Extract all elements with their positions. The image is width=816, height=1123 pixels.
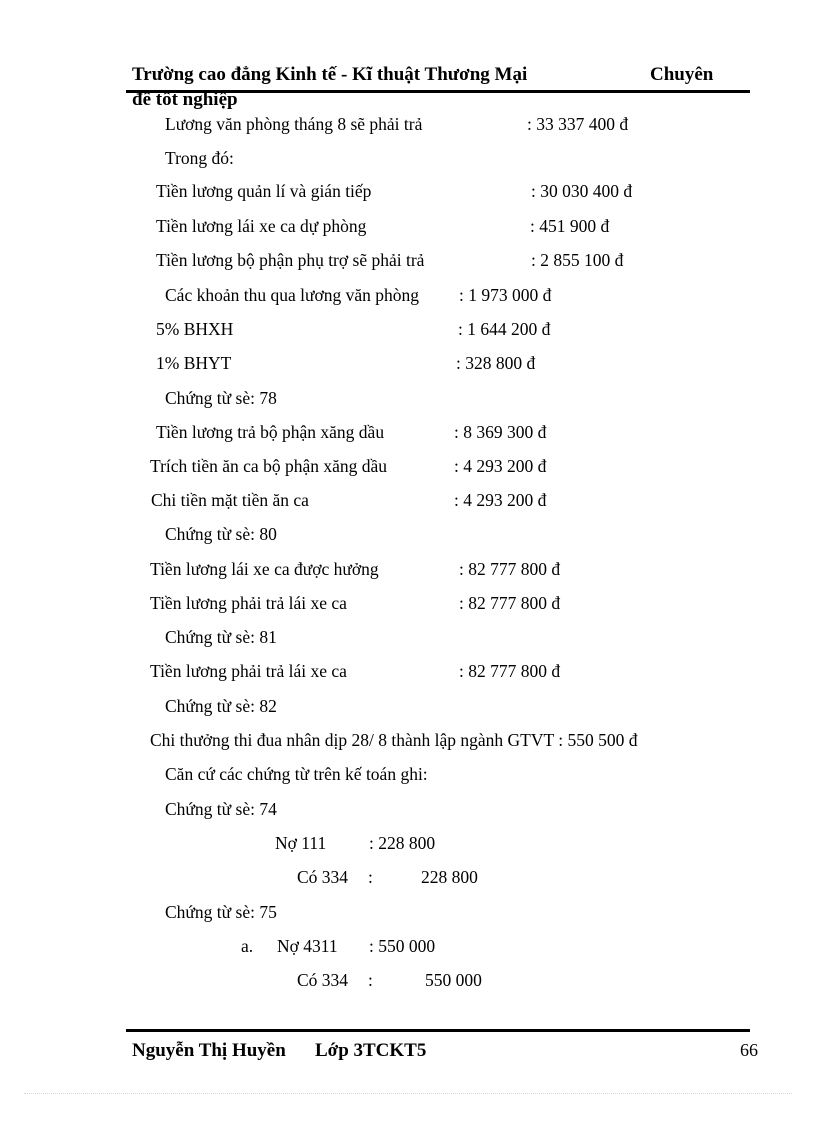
line-value: : 4 293 200 đ [454,490,547,510]
line-value: : 82 777 800 đ [459,593,561,613]
line-label: Chứng từ sè: 74 [165,799,277,819]
page-number: 66 [740,1040,758,1060]
line-label: Tiền lương lái xe ca dự phòng [156,216,367,236]
line-value: : 82 777 800 đ [459,559,561,579]
line-value: : 1 644 200 đ [458,319,551,339]
line-label: Tiền lương trả bộ phận xăng dầu [156,422,385,442]
line-label: 5% BHXH [156,319,234,339]
line-label: Lương văn phòng tháng 8 sẽ phải trả [165,114,423,134]
line-value: : 4 293 200 đ [454,456,547,476]
header-title-cont: đề tốt nghiệp [132,89,238,110]
account-label: Nợ 4311 [277,936,338,956]
line-label: Chứng từ sè: 75 [165,902,277,922]
line-label: Tiền lương quản lí và gián tiếp [156,181,372,201]
line-label: Chứng từ sè: 81 [165,627,277,647]
line-label: Tiền lương phải trả lái xe ca [150,593,347,613]
line-label: Các khoản thu qua lương văn phòng [165,285,419,305]
line-label: Chứng từ sè: 80 [165,524,277,544]
line-label: Tiền lương lái xe ca được hưởng [150,559,379,579]
line-value: : 82 777 800 đ [459,661,561,681]
account-label: Nợ 111 [275,833,327,853]
line-value: : 30 030 400 đ [531,181,633,201]
line-value: : 8 369 300 đ [454,422,547,442]
line-label: Căn cứ các chứng từ trên kế toán ghi: [165,764,428,784]
list-marker: a. [241,936,254,956]
account-amount: 228 800 [421,867,478,887]
line-value: : 1 973 000 đ [459,285,552,305]
account-label: Có 334 [297,970,349,990]
line-label: Chi tiền mặt tiền ăn ca [151,490,309,510]
footer-rule [126,1029,750,1032]
account-colon: : [368,867,373,887]
line-label: Tiền lương bộ phận phụ trợ sẽ phải trả [156,250,425,270]
footer-class: Lớp 3TCKT5 [315,1040,427,1061]
line-label: Trích tiền ăn ca bộ phận xăng dầu [150,456,388,476]
account-amount: : 228 800 [369,833,436,853]
account-amount: : 550 000 [369,936,436,956]
header-school-name: Trường cao đẳng Kinh tế - Kĩ thuật Thương Mại [132,64,528,85]
account-label: Có 334 [297,867,349,887]
line-label: Tiền lương phải trả lái xe ca [150,661,347,681]
account-colon: : [368,970,373,990]
account-amount: 550 000 [425,970,482,990]
footer-author: Nguyễn Thị Huyền [132,1040,286,1061]
line-value: : 2 855 100 đ [531,250,624,270]
line-value: : 33 337 400 đ [527,114,629,134]
page-edge [24,1093,792,1094]
line-value: : 451 900 đ [530,216,610,236]
line-label: Chứng từ sè: 78 [165,388,277,408]
line-label: Trong đó: [165,148,234,168]
line-value: : 328 800 đ [456,353,536,373]
header-title-start: Chuyên [650,64,714,85]
line-label: Chi thưởng thi đua nhân dịp 28/ 8 thành lập ngành GTVT : 550 500 đ [150,730,638,750]
line-label: Chứng từ sè: 82 [165,696,277,716]
line-label: 1% BHYT [156,353,232,373]
